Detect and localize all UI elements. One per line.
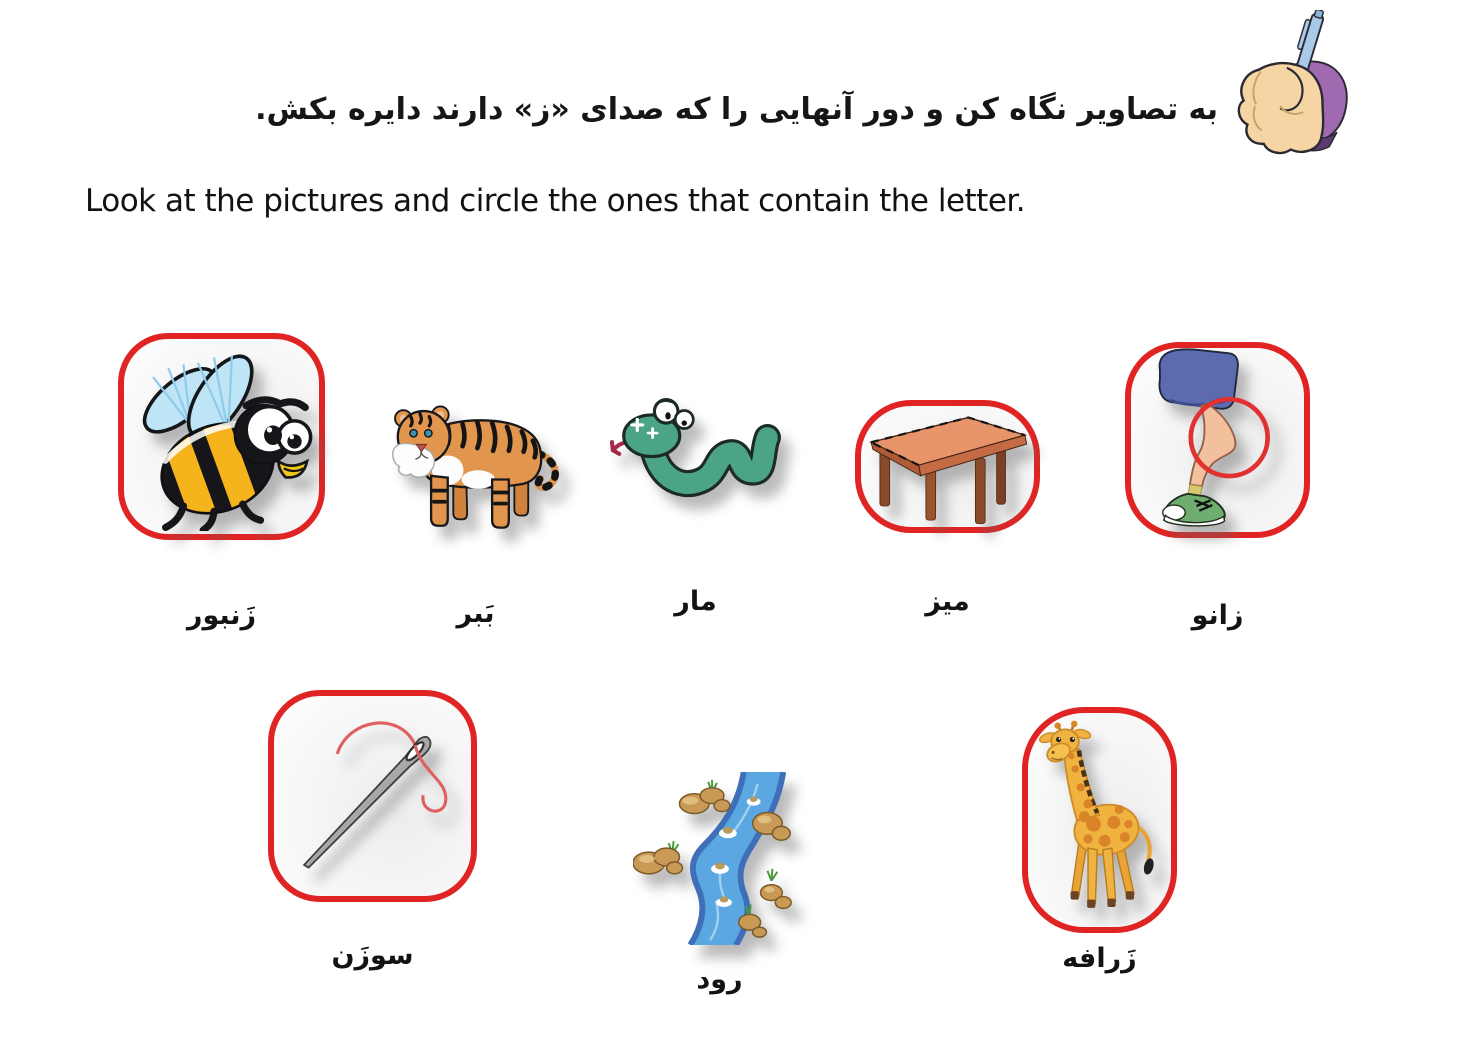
label-snake: مار [674, 586, 717, 617]
instruction-persian: به تصاویر نگاه کن و دور آنهایی را که صدای «ز» دارند دایره بکش. [255, 92, 1218, 127]
item-bee[interactable] [118, 333, 325, 631]
picture-tiger [383, 398, 568, 537]
hand-pen-illustration [1230, 10, 1364, 164]
item-river[interactable] [633, 772, 806, 995]
item-snake[interactable] [608, 396, 783, 617]
bee-illustration [128, 343, 316, 531]
red-circle-knee [1125, 342, 1310, 538]
item-table[interactable] [855, 400, 1040, 617]
label-bee: زَنبور [186, 600, 257, 631]
label-tiger: بَبر [456, 598, 495, 629]
label-knee: زانو [1191, 600, 1244, 631]
red-circle-table [855, 400, 1040, 533]
label-table: میز [925, 586, 970, 617]
tiger-illustration [383, 398, 568, 537]
red-circle-needle [268, 690, 477, 902]
snake-illustration [610, 396, 782, 518]
label-needle: سوزَن [331, 940, 414, 971]
instruction-english: Look at the pictures and circle the ones that contain the letter. [85, 183, 1026, 219]
item-knee[interactable] [1125, 342, 1310, 631]
hand-writing-icon [1230, 10, 1364, 164]
table-illustration [864, 405, 1032, 529]
needle-illustration [279, 701, 467, 891]
red-circle-giraffe [1022, 707, 1177, 933]
picture-snake [608, 396, 783, 518]
picture-river [633, 772, 806, 945]
giraffe-illustration [1031, 715, 1169, 925]
item-needle[interactable] [268, 690, 477, 971]
knee-illustration [1143, 344, 1293, 536]
river-illustration [633, 772, 806, 945]
label-river: رود [696, 964, 743, 995]
item-giraffe[interactable] [1022, 707, 1177, 974]
label-giraffe: زَرافه [1062, 943, 1137, 974]
red-circle-bee [118, 333, 325, 540]
item-tiger[interactable] [383, 398, 568, 629]
